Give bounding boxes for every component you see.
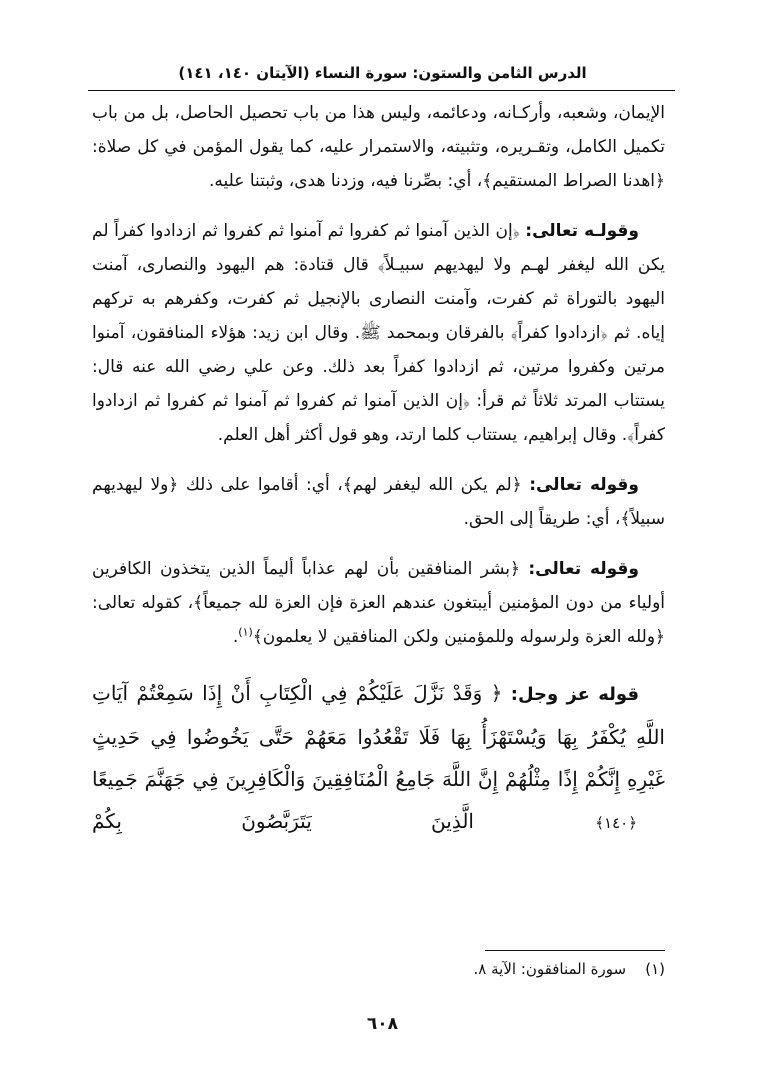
paragraph-1 [92, 96, 665, 198]
quran-verse-block [92, 672, 665, 844]
paragraph-3 [92, 468, 665, 536]
footnote-reference[interactable]: (١) [238, 625, 253, 639]
page-number: ٦٠٨ [366, 1014, 399, 1034]
running-header: الدرس الثامن والستون: سورة النساء (الآيتان ١٤٠، ١٤١) [178, 64, 587, 82]
paragraph-2-text: ﴿إن الذين آمنوا ثم كفروا ثم آمنوا ثم كفروا ثم ازدادوا كفراً لم يكن الله ليغفر لهـم ولا ليهديهم سبيـلاً﴾ قال قتادة: هم اليهود والنصارى، آمنت اليهود بالتوراة ثم كفرت، وآمنت النصارى بالإنجيل ثم كفرت، وكفرهم به تركهم إياه. ثم ﴿ازدادوا كفراً﴾ بالفرقان وبمحمد ﷺ. وقال ابن زيد: هؤلاء المنافقون، آمنوا مرتين وكفروا مرتين، ثم ازدادوا كفراً بعد ذلك. وعن علي رضي الله عنه قال: يستتاب المرتد ثلاثاً ثم قرأ: ﴿إن الذين آمنوا ثم كفروا ثم آمنوا ثم كفروا ثم ازدادوا كفراً﴾. وقال إبراهيم، يستتاب كلما ارتد، وهو قول أكثر أهل العلم. [92, 221, 665, 445]
quran-verse-text-1: ﴿ وَقَدْ نَزَّلَ عَلَيْكُمْ فِي الْكِتَابِ أَنْ إِذَا سَمِعْتُمْ آيَاتِ اللَّهِ يُكْفَرُ بِهَا وَيُسْتَهْزَأُ بِهَا فَلَا تَقْعُدُوا مَعَهُمْ حَتَّى يَخُوضُوا فِي حَدِيثٍ غَيْرِهِ إِنَّكُمْ إِذًا مِثْلُهُمْ إِنَّ اللَّهَ جَامِعُ الْمُنَافِقِينَ وَالْكَافِرِينَ فِي جَهَنَّمَ جَمِيعًا [92, 681, 665, 791]
quran-verse-text-2: الَّذِينَ يَتَرَبَّصُونَ بِكُمْ [92, 809, 594, 833]
footnote-1-marker: (١) [645, 960, 665, 978]
page-body [92, 96, 665, 844]
quran-block-lead: قوله عز وجل: [510, 684, 639, 705]
paragraph-2-lead: وقولـه تعالى: [525, 221, 639, 241]
header-rule [88, 90, 675, 91]
paragraph-4-tail: . [232, 627, 239, 647]
paragraph-4 [92, 552, 665, 654]
footnote-1-text: سورة المنافقون: الآية ٨. [473, 960, 627, 978]
paragraph-4-lead: وقوله تعالى: [528, 559, 639, 579]
paragraph-1-text: الإيمان، وشعبه، وأركـانه، ودعائمه، وليس هذا من باب تحصيل الحاصل، بل من باب تكميل الكامل، وتقـريره، وتثبيته، والاستمرار عليه، كما يقول المؤمن في كل صلاة: ﴿اهدنا الصراط المستقيم﴾، أي: بصِّرنا فيه، وزدنا هدى، وثبتنا عليه. [92, 103, 665, 191]
paragraph-2 [92, 214, 665, 452]
paragraph-4-text: ﴿بشر المنافقين بأن لهم عذاباً أليماً الذين يتخذون الكافرين أولياء من دون المؤمنين أيبتغون عندهم العزة فإن العزة لله جميعاً﴾، كقوله تعالى: ﴿ولله العزة ولرسوله وللمؤمنين ولكن المنافقين لا يعلمون﴾ [92, 559, 665, 647]
paragraph-3-text: ﴿لم يكن الله ليغفر لهم﴾، أي: أقاموا على ذلك ﴿ولا ليهديهم سبيلاً﴾، أي: طريقاً إلى الحق. [92, 475, 665, 529]
footnote-1 [92, 958, 665, 980]
verse-number-marker: ﴿١٤٠﴾ [595, 814, 637, 832]
paragraph-3-lead: وقوله تعالى: [529, 475, 639, 495]
footnote-rule [485, 950, 665, 951]
